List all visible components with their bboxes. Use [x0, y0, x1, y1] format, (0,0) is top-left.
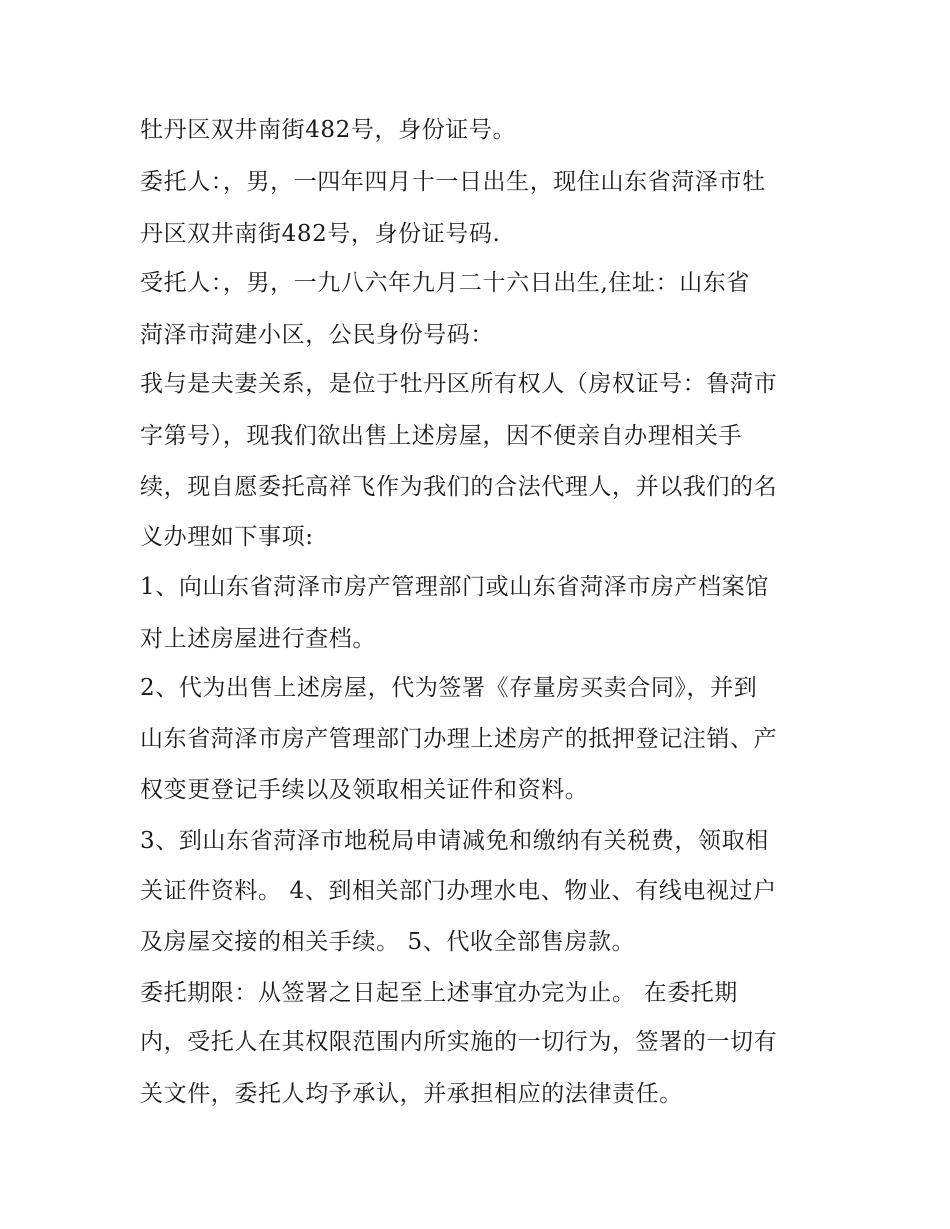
text-line: 对上述房屋进行查档。 [140, 626, 376, 652]
text-line: 2、代为出售上述房屋，代为签署《存量房买卖合同》，并到 [140, 675, 758, 701]
text-line: 字第号），现我们欲出售上述房屋，因不便亲自办理相关手 [140, 423, 743, 449]
text-line: 续，现自愿委托高祥飞作为我们的合法代理人，并以我们的名 [140, 474, 778, 500]
text-line: 我与是夫妻关系，是位于牡丹区所有权人（房权证号：鲁菏市 [140, 371, 778, 397]
text-line: 内，受托人在其权限范围内所实施的一切行为，签署的一切有 [140, 1029, 778, 1055]
text-line: 1、向山东省菏泽市房产管理部门或山东省菏泽市房产档案馆 [140, 574, 769, 600]
text-line: 关证件资料。 4、到相关部门办理水电、物业、有线电视过户 [140, 878, 777, 904]
text-line: 3、到山东省菏泽市地税局申请减免和缴纳有关税费，领取相 [140, 828, 769, 854]
text-line: 义办理如下事项: [140, 524, 314, 550]
text-line: 丹区双井南街482号，身份证号码. [140, 221, 501, 247]
text-line: 牡丹区双井南街482号，身份证号。 [140, 117, 517, 143]
text-line: 委托期限：从签署之日起至上述事宜办完为止。 在委托期 [140, 980, 738, 1006]
text-line: 及房屋交接的相关手续。 5、代收全部售房款。 [140, 929, 636, 955]
text-line: 权变更登记手续以及领取相关证件和资料。 [140, 777, 589, 803]
text-line: 受托人：，男，一九八六年九月二十六日出生,住址：山东省 [140, 270, 751, 296]
text-line: 委托人：，男，一四年四月十一日出生，现住山东省菏泽市牡 [140, 169, 766, 195]
text-line: 关文件，委托人均予承认，并承担相应的法律责任。 [140, 1081, 683, 1107]
text-line: 山东省菏泽市房产管理部门办理上述房产的抵押登记注销、产 [140, 726, 778, 752]
text-line: 菏泽市菏建小区，公民身份号码： [140, 322, 494, 348]
